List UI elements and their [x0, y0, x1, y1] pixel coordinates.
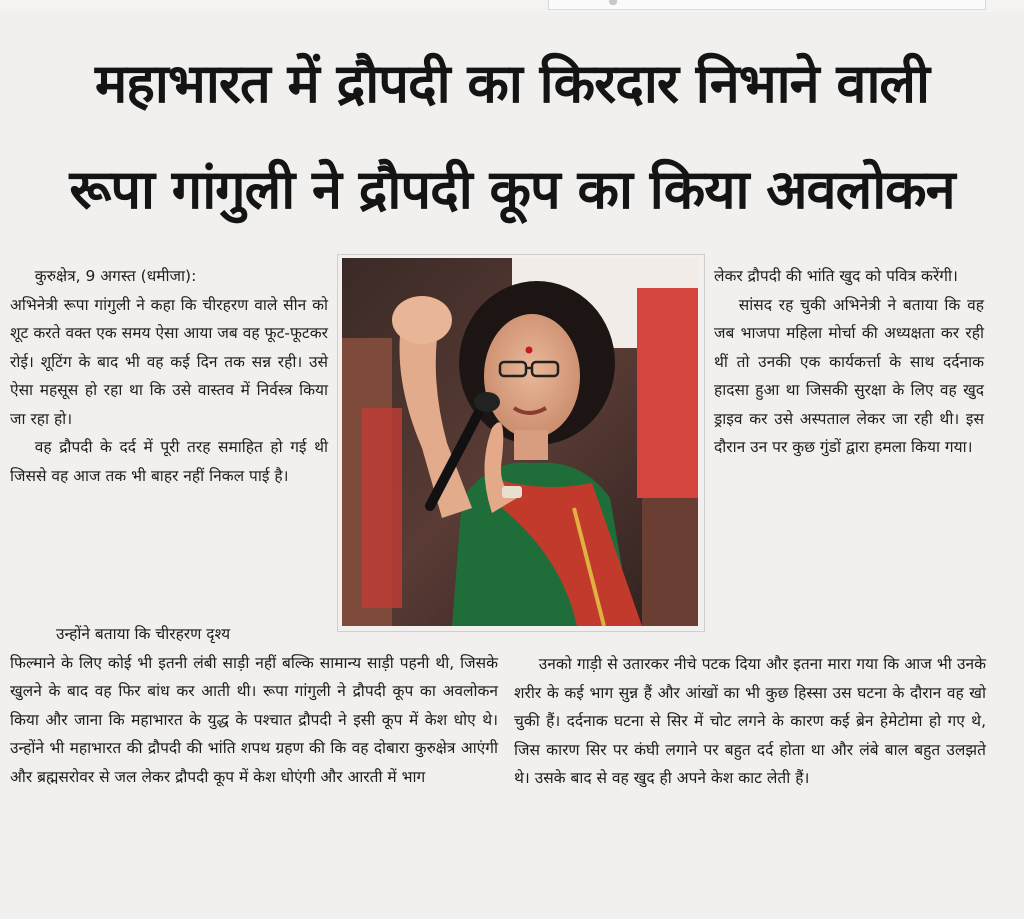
- headline-line-1: महाभारत में द्रौपदी का किरदार निभाने वाली: [94, 52, 930, 115]
- woman-speaking-icon: [342, 258, 698, 626]
- left-paragraph-2: वह द्रौपदी के दर्द में पूरी तरह समाहित हो गई थी जिससे वह आज तक भी बाहर नहीं निकल पाई है।: [10, 438, 328, 485]
- right-paragraph-1: लेकर द्रौपदी की भांति खुद को पवित्र करेंगी।: [714, 267, 958, 285]
- dateline: कुरुक्षेत्र, 9 अगस्त (धमीजा):: [34, 267, 197, 285]
- article-photo: [342, 258, 698, 626]
- previous-article-box: [548, 0, 986, 10]
- bottom-left-column: [10, 620, 498, 792]
- headline-line-2: रूपा गांगुली ने द्रौपदी कूप का किया अवलोकन: [69, 158, 955, 221]
- bottom-left-body: फिल्माने के लिए कोई भी इतनी लंबी साड़ी नहीं बल्कि सामान्य साड़ी पहनी थी, जिसके खुलने के बाद वह फिर बांध कर आती थी। रूपा गांगुली ने द्रौपदी कूप का अवलोकन किया और जाना कि महाभारत के युद्ध के पश्चात द्रौपदी ने इसी कूप में केश धोए थे। उन्होंने भी महाभारत की द्रौपदी की भांति शपथ ग्रहण की कि वह दोबारा कुरुक्षेत्र आएंगी और ब्रह्मसरोवर से जल लेकर द्रौपदी कूप में केश धोएंगी और आरती में भाग: [10, 653, 498, 786]
- left-column: [10, 262, 328, 490]
- right-column: [714, 262, 984, 462]
- bottom-left-lead: उन्होंने बताया कि चीरहरण दृश्य: [56, 625, 231, 643]
- bottom-right-paragraph: उनको गाड़ी से उतारकर नीचे पटक दिया और इतना मारा गया कि आज भी उनके शरीर के कई भाग सुन्न हैं और आंखों का भी कुछ हिस्सा उस घटना के दौरान वह खो चुकी हैं। दर्दनाक घटना से सिर में चोट लगने के कारण कई ब्रेन हेमेटोमा हो गए थे, जिस कारण सिर पर कंघी लगाने पर बहुत दर्द होता था और लंबे बाल बहुत उलझते थे। उसके बाद से वह खुद ही अपने केश काट लेती हैं।: [514, 655, 986, 788]
- bottom-right-column: [514, 650, 986, 793]
- right-paragraph-2: सांसद रह चुकी अभिनेत्री ने बताया कि वह जब भाजपा महिला मोर्चा की अध्यक्षता कर रही थीं तो उनकी एक कार्यकर्त्ता के साथ दर्दनाक हादसा हुआ था जिसकी सुरक्षा के लिए वह खुद ड्राइव कर उसे अस्पताल लेकर जा रही थी। इस दौरान उन पर कुछ गुंडों द्वारा हमला किया गया।: [714, 295, 984, 456]
- left-paragraph-1: अभिनेत्री रूपा गांगुली ने कहा कि चीरहरण वाले सीन को शूट करते वक्त एक समय ऐसा आया जब वह फूट-फूटकर रोई। शूटिंग के बाद भी वह कई दिन तक सन्न रही। उसे ऐसा महसूस हो रहा था कि उसे वास्तव में निर्वस्त्र किया जा रहा हो।: [10, 295, 328, 428]
- box-tab-mark: [609, 0, 617, 5]
